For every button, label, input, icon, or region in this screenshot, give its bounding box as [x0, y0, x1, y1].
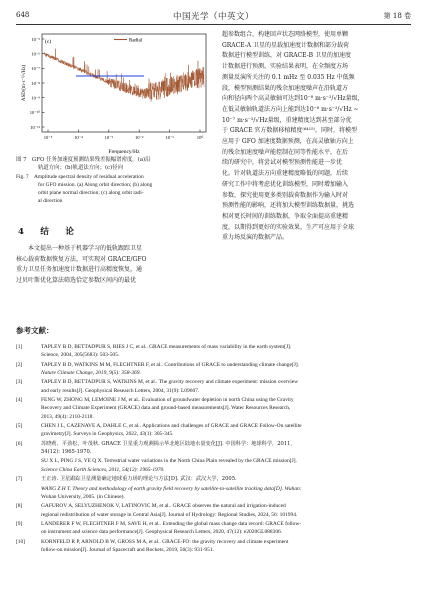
x-tick-label: 10⁻¹ — [165, 135, 174, 140]
text-line: 在低灵敏轴轨道法方向上能到达10⁻⁸ m·s⁻²/√Hz ~ — [222, 105, 359, 113]
figure-caption — [16, 156, 213, 207]
reference-text: TAPLEY B D, BETTADPUR S, WATKINS M, et al.. The gravity recovery and climate experiment: mission overview — [41, 379, 299, 386]
reference-number: [3] — [16, 379, 23, 386]
reference-number: [10] — [16, 538, 26, 545]
reference-number: [9] — [16, 521, 23, 528]
y-tick-label: 10⁻⁸ — [31, 80, 40, 86]
section-heading: 4 结 论 — [18, 227, 78, 237]
reference-text: 2013, 49(4): 2110-2118. — [41, 413, 94, 420]
header-rule — [16, 24, 411, 25]
text-line: 段，模型预测结果的残余加速度噪声在沿轨道方 — [222, 84, 349, 92]
reference-number: [2] — [16, 361, 23, 368]
reference-text: TAPLEY B D, BETTADPUR S, RIES J C, et al.. GRACE measurements of mass variability in the earth system[J]. — [41, 344, 292, 350]
x-tick-label: 10⁻⁴ — [74, 135, 83, 140]
reference-text: Nature Climate Change, 2019, 9(5): 358-369. — [41, 369, 141, 376]
conclusion-paragraph — [16, 244, 213, 287]
figure-7c — [18, 30, 212, 156]
reference-text: Wuhan University, 2005. (in Chinese). — [41, 493, 125, 500]
reference-translation — [41, 457, 411, 473]
x-tick-label: 10⁰ — [196, 135, 204, 140]
reference-text: on instrument and science data performance[J]. Geophysical Research Letters, 2020, 47(12): e2020GL088306. — [41, 529, 283, 536]
reference-text: CHEN J L, CAZENAVE A, DAHLE C, et al.. Applications and challenges of GRACE and GRACE Follow-On satellite — [41, 423, 302, 430]
text-line: 超参数组合，构建回声状态网络模型，使用单颗 — [222, 31, 349, 38]
asd-plot — [18, 30, 212, 156]
reference-item — [16, 378, 411, 394]
x-axis-label: Frequency/Hz — [108, 149, 140, 155]
reference-item — [16, 520, 411, 536]
reference-text: GAFUROV A, SELYUZHENOK V, LATINOVIC M, et al.. GRACE observes the natural and irrigation-induced — [41, 503, 286, 510]
text-line: 化。针对轨道法方向重建精度略低的问题，后续 — [222, 170, 349, 178]
reference-text: KORNFELD R P, ARNOLD B W, GROSS M A, et al.. GRACE-FO: the gravity recovery and climate experiment — [41, 538, 289, 545]
text-line: 数据进行模型训练，对 GRACE-B 卫星的加速度 — [222, 52, 351, 60]
text-line: 10⁻⁷ m·s⁻²/√Hz量级，重建精度达到甚至部分优 — [222, 116, 352, 124]
reference-item — [16, 538, 411, 554]
reference-list — [16, 343, 411, 555]
text-line: 应用于 GFO 加速度数据预测，在高灵敏轴方向上 — [222, 138, 354, 146]
reference-item — [16, 422, 411, 438]
y-tick-label: 10⁻⁷ — [31, 66, 40, 72]
text-line: 计数据进行预测。实验结果表明，在全频度方场 — [222, 63, 349, 71]
reference-number: [4] — [16, 397, 23, 404]
text-line: 于 GRACE 官方数据移植精度⁽⁶⁴¹⁵⁾。同时，将模型 — [222, 127, 357, 135]
reference-number: [5] — [16, 423, 23, 430]
reference-text: gravimetry[J]. Surveys in Geophysics, 2022, 43(1): 305-345. — [41, 431, 174, 438]
running-header — [0, 10, 427, 24]
text-line: 参数，探究使用更多类别载荷数据作为输入时对 — [222, 191, 349, 199]
caption-en-line: orbit plane normal direction; (c) along orbit radi- — [38, 190, 144, 197]
reference-item — [16, 475, 411, 483]
caption-zh — [16, 156, 213, 172]
reference-item — [16, 396, 411, 421]
reference-text: Science China Earth Sciences, 2011, 54(12): 1965-1970. — [41, 466, 165, 473]
reference-text: 54(12): 1965-1970. — [41, 448, 92, 455]
y-tick-label: 10⁻¹¹ — [30, 124, 40, 130]
text-line: 本文提出一种基于机器学习的低轨跟踪卫星 — [28, 245, 143, 252]
page-number: 648 — [16, 11, 30, 19]
text-line: GRACE-A 卫星的星载加速度计数据和部分载荷 — [222, 41, 349, 49]
y-tick-label: 10⁻¹⁰ — [29, 110, 40, 116]
reference-item — [16, 361, 411, 377]
caption-en — [16, 173, 213, 205]
x-tick-label: 10⁻⁵ — [43, 135, 53, 140]
y-axis-label: ASD/(m·s⁻²/√Hz) — [22, 64, 27, 102]
reference-text: TAPLEY B D, WATKINS M M, FLECHTNER F, et al.. Contributions of GRACE to understanding climate change[J]. — [41, 361, 299, 368]
text-line: 重力场反演的数据产品。 — [222, 234, 289, 242]
reference-text: FENG W, ZHONG M, LEMOINE J M, et al.. Evaluation of groundwater depletion in north China using the Gravity — [41, 397, 294, 404]
y-tick-label: 10⁻⁹ — [31, 95, 40, 101]
reference-text: LANDERER F W, FLECHTNER F M, SAVE H, et al.. Extending the global mass change data record: GRACE follow- — [41, 521, 302, 528]
text-line: 续的研究中，将尝试对模型预测性能进一步优 — [222, 159, 343, 167]
y-tick-label: 10⁻⁵ — [31, 36, 40, 42]
text-line: 研究工作中将考虑优化训练模型，同时增加输入 — [222, 180, 349, 188]
text-line: 预测性能的影响，还将加大模型训练数据量，挑选 — [222, 202, 355, 210]
panel-label: (c) — [45, 39, 52, 45]
text-line: 向和径向两个高灵敏轴可达到10⁻⁸ m·s⁻²/√Hz量级， — [222, 95, 364, 103]
text-line: 测量反演所关注的 0.1 mHz 至 0.035 Hz 中低频 — [222, 73, 355, 81]
y-tick-label: 10⁻⁶ — [31, 51, 40, 57]
reference-text: Recovery and Climate Experiment (GRACE) data and ground-based measurements[J]. Water Resources Research, — [41, 405, 291, 412]
reference-text: WANG Z H T. Theory and methodology of earth gravity field recovery by satellite-to-satellite tracking data[D]. Wuhan: — [41, 485, 302, 492]
reference-item — [16, 502, 411, 518]
text-line: 的残余加速度噪声能控制在同等性能水平，在后 — [222, 148, 349, 156]
text-line: 核心载荷数据恢复方法，可实现对 GRACE/GFO — [16, 255, 147, 263]
reference-number: [1] — [16, 344, 23, 350]
reference-text: 苏晓莉，平劲松，叶茂秋. GRACE 卫星重力观测揭示华北地区陆地水量变化[J]. 中国科学：地球科学，2011, — [41, 440, 293, 447]
legend-label: Radial — [129, 38, 143, 44]
text-line: 相对更长时间的训练数据，争取全面提高重建精 — [222, 212, 349, 220]
caption-en-line: al direction — [38, 198, 63, 205]
journal-title: 中国光学（中英文） — [172, 12, 254, 22]
right-column-paragraph — [222, 30, 412, 244]
x-tick-label: 10⁻³ — [104, 135, 114, 140]
reference-translation — [41, 485, 411, 501]
references-heading: 参考文献： — [16, 326, 54, 335]
reference-number: [6] — [16, 440, 23, 447]
reference-text: regional redistribution of water storage in Central Asia[J]. Journal of Hydrology: Regional Studies, 2024, 56: 101994. — [41, 511, 298, 518]
reference-text: follow-on mission[J]. Journal of Spacecraft and Rockets, 2019, 56(3): 931-951. — [41, 546, 214, 553]
text-line: 重力卫星任务加速度计数据进行高精度恢复。通 — [16, 266, 143, 274]
caption-zh-line: 图 7 GFO 任务加速度预测结果残差振幅谱密度。(a)沿 — [16, 157, 151, 163]
reference-text: Science, 2004, 305(5683): 503-505. — [41, 352, 120, 359]
reference-number: [7] — [16, 476, 23, 483]
caption-en-line: for GFO mission. (a) Along orbit direction; (b) along — [38, 182, 153, 189]
reference-text: and early results[J]. Geophysical Research Letters, 2004, 31(9): L09607. — [41, 387, 200, 394]
text-line: 度，以期得到更好的实验效果，生产可应用于全球 — [222, 223, 355, 231]
reference-number: [8] — [16, 503, 23, 510]
reference-item — [16, 440, 411, 456]
reference-text: SU X L, PING J S, YE Q X. Terrestrial water variations in the North China Plain revealed by the GRACE mission[J]. — [41, 458, 297, 465]
caption-en-line: Fig. 7 Amplitude spectral density of residual acceleration — [16, 174, 144, 181]
volume-number: 第 18 卷 — [383, 12, 411, 20]
reference-text: 王正涛. 卫星跟踪卫星测量确定地球重力场的理论与方法[D]. 武汉：武汉大学，2005. — [41, 476, 237, 483]
reference-item — [16, 343, 411, 359]
caption-zh-line: 轨道方向；(b)轨道法方向；(c)径向 — [38, 165, 123, 172]
text-line: 过贝叶斯优化算法筛选恰定参数区间内的最优 — [16, 277, 137, 285]
x-tick-label: 10⁻² — [134, 135, 144, 140]
